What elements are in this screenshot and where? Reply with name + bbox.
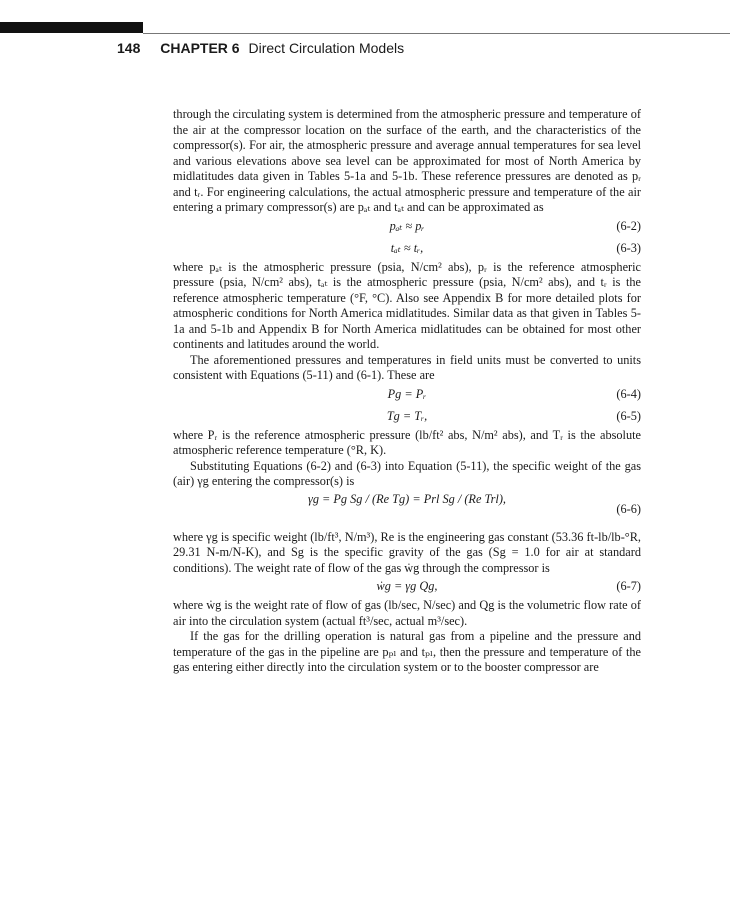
chapter-title: Direct Circulation Models <box>248 40 405 56</box>
equation-expression: tₐₜ ≈ tᵣ, <box>390 240 424 255</box>
paragraph: where pₐₜ is the atmospheric pressure (psia, N/cm² abs), pᵣ is the reference atmospheric pressure (psia, N/cm² abs), tₐₜ is the atmospheric pressure (psia, N/cm² abs), and tᵣ is the reference atmospheric temperature (°F, °C). Also see Appendix B for more detailed plots for atmospheric conditions for North America midlatitudes. Similar data as that given in Tables 5-1a and 5-1b and Appendix B for North America midlatitudes can be obtained for most other continents and latitudes around the world. <box>173 259 641 351</box>
equation-number: (6-3) <box>616 240 641 255</box>
running-header <box>117 40 404 56</box>
equation-expression: Tg = Tᵣ, <box>386 408 428 423</box>
equation-6-2 <box>173 216 641 238</box>
chapter-label: CHAPTER 6 <box>160 40 240 56</box>
equation-number: (6-5) <box>616 408 641 423</box>
header-rule <box>143 33 730 34</box>
paragraph: Substituting Equations (6-2) and (6-3) into Equation (5-11), the specific weight of the gas (air) γg entering the compressor(s) is <box>173 458 641 488</box>
equation-expression: pₐₜ ≈ pᵣ <box>389 218 425 233</box>
paragraph: where Pᵣ is the reference atmospheric pressure (lb/ft² abs, N/m² abs), and Tᵣ is the absolute atmospheric reference temperature (°R, K). <box>173 427 641 457</box>
equation-expression: ẇg = γg Qg, <box>376 579 438 593</box>
paragraph: If the gas for the drilling operation is natural gas from a pipeline and the pressure and temperature of the gas in the pipeline are pₚₗ and tₚₗ, then the pressure and temperature of the gas entering either directly into the circulation system or to the booster compressor are <box>173 629 641 674</box>
equation-6-5 <box>173 406 641 428</box>
paragraph: through the circulating system is determined from the atmospheric pressure and temperature of the air at the compressor location on the surface of the earth, and the characteristics of the compressor(s). For air, the atmospheric pressure and average annual temperatures for sea level and various elevations above sea level can be approximated for most of North America by midlatitudes data given in Tables 5-1a and 5-1b. These reference pressures are denoted as pᵣ and tᵣ. For engineering calculations, the actual atmospheric pressure and temperature of the air entering a primary compressor(s) are pₐₜ and tₐₜ and can be approximated as <box>173 107 641 214</box>
page-body <box>173 107 641 676</box>
equation-6-4 <box>173 384 641 406</box>
equation-6-6 <box>173 490 641 530</box>
paragraph: where ẇg is the weight rate of flow of gas (lb/sec, N/sec) and Qg is the volumetric flow rate of air into the circulation system (actual ft³/sec, actual m³/sec). <box>173 598 641 628</box>
equation-6-7 <box>173 576 641 598</box>
equation-number: (6-4) <box>616 386 641 401</box>
equation-expression: γg = Pg Sg / (Re Tg) = Prl Sg / (Re Trl), <box>307 491 507 506</box>
equation-6-3 <box>173 238 641 260</box>
equation-expression: Pg = Pᵣ <box>387 386 427 401</box>
paragraph: where γg is specific weight (lb/ft³, N/m³), Re is the engineering gas constant (53.36 ft-lb/lb-°R, 29.31 N-m/N-K), and Sg is the specific gravity of the gas (Sg = 1.0 for air at standard conditions). The weight rate of flow of the gas ẇg through the compressor is <box>173 529 641 575</box>
paragraph: The aforementioned pressures and temperatures in field units must be converted to units consistent with Equations (5-11) and (6-1). These are <box>173 352 641 382</box>
page-number: 148 <box>117 40 141 56</box>
equation-number: (6-2) <box>616 218 641 233</box>
equation-number: (6-6) <box>616 501 641 516</box>
equation-number: (6-7) <box>616 579 641 593</box>
header-bar <box>0 22 143 33</box>
